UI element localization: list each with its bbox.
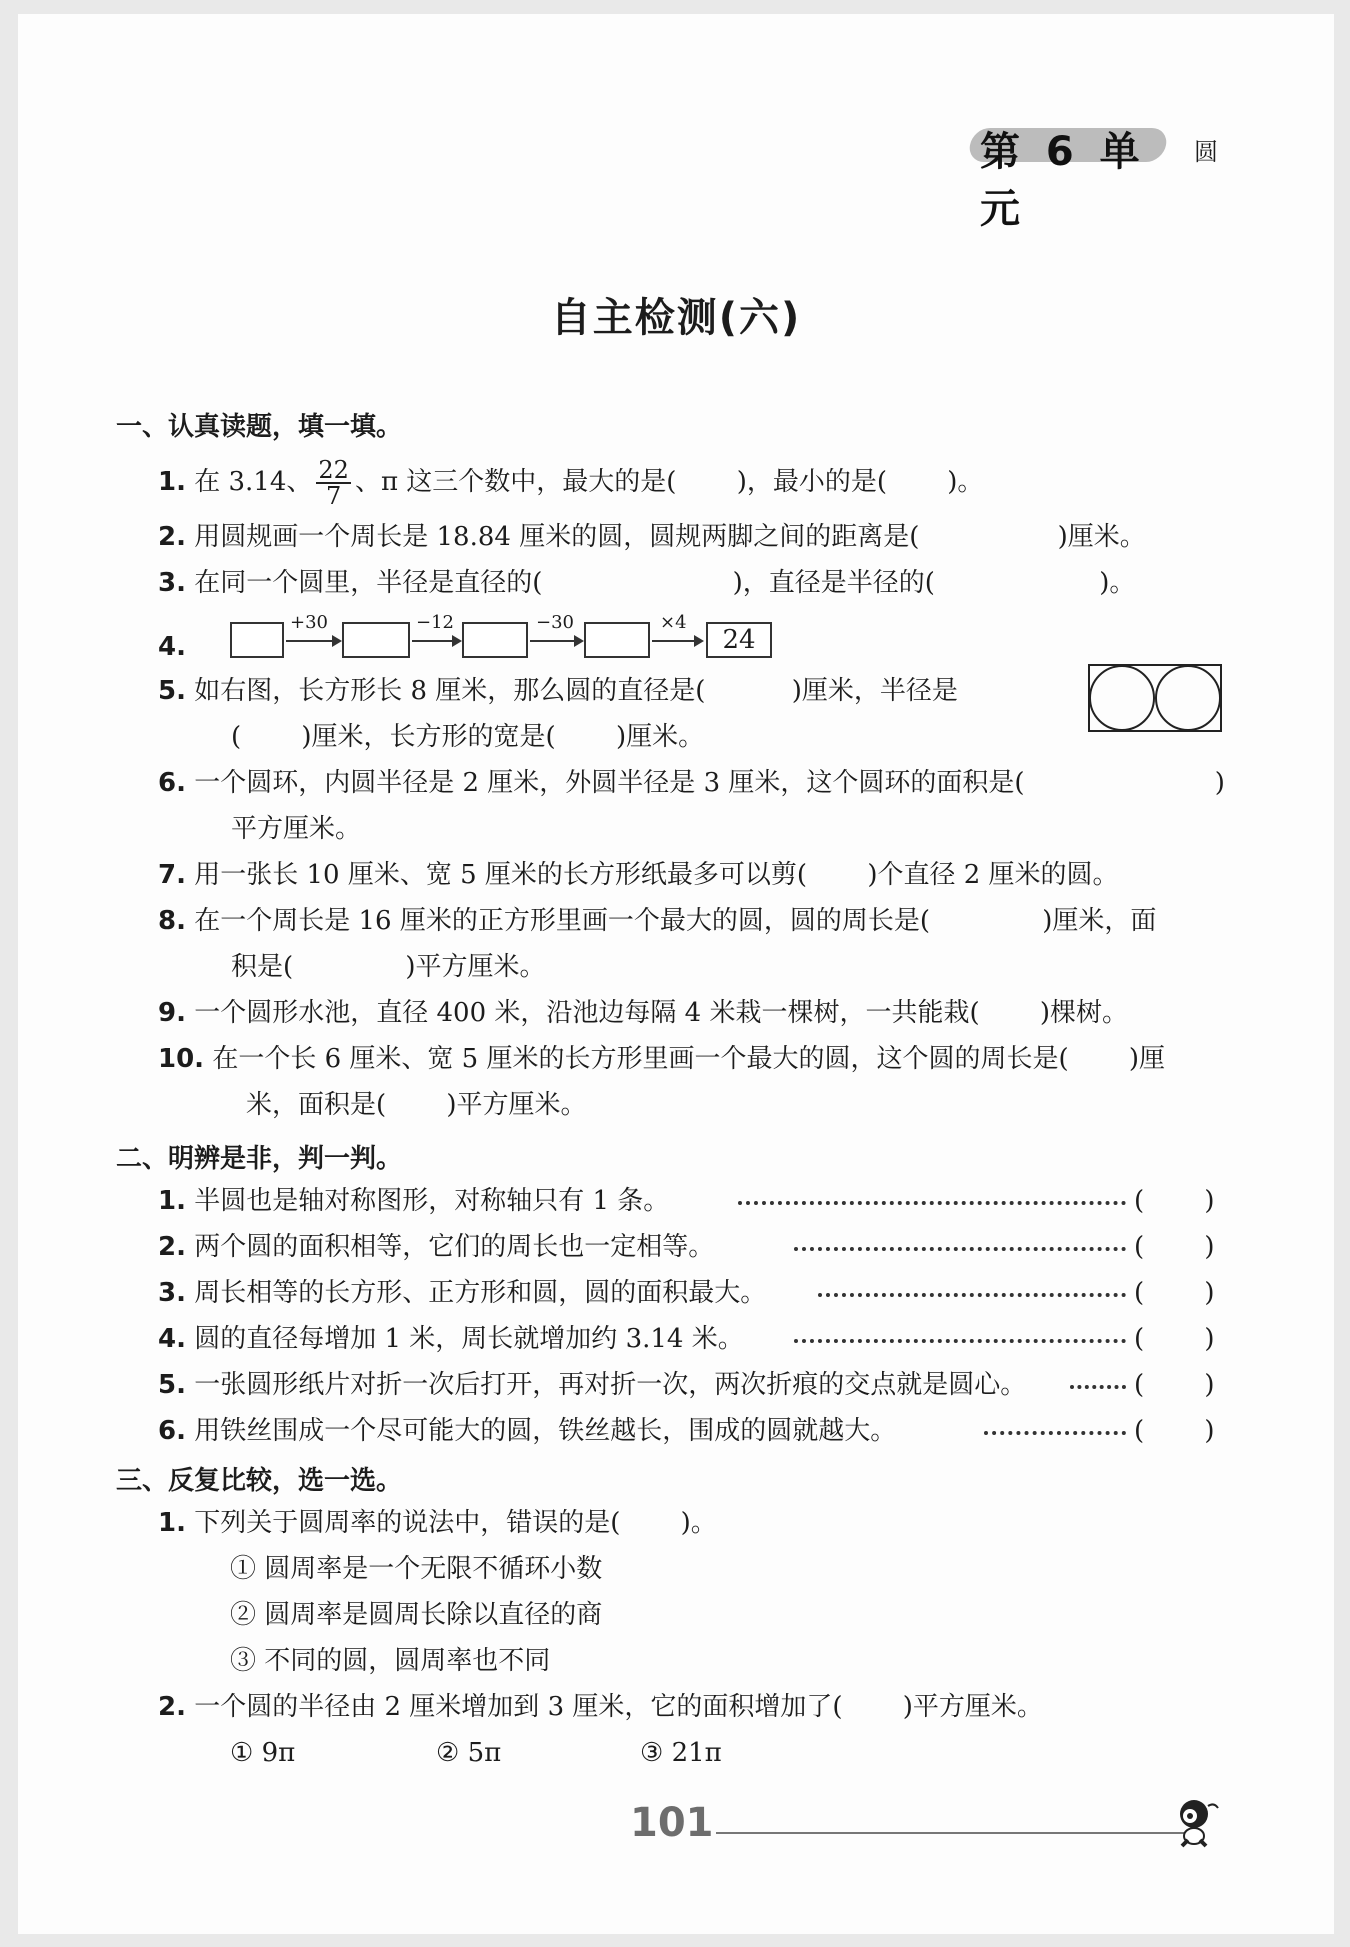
judge-bracket[interactable]: ( ) bbox=[1134, 1416, 1215, 1446]
figure-circle-left bbox=[1090, 666, 1154, 730]
s2-item-2 bbox=[158, 1230, 714, 1264]
q-text: 用铁丝围成一个尽可能大的圆，铁丝越长，围成的圆就越大。 bbox=[194, 1416, 897, 1446]
s1-q1 bbox=[158, 458, 983, 508]
q-number: 4. bbox=[158, 1324, 186, 1354]
q-number: 7. bbox=[158, 860, 186, 890]
rectangle-two-circles-figure bbox=[1088, 664, 1224, 734]
s2-item-3 bbox=[158, 1276, 766, 1310]
judge-bracket[interactable]: ( ) bbox=[1134, 1370, 1215, 1400]
op-3: −30 bbox=[536, 612, 574, 633]
op-4: ×4 bbox=[660, 612, 687, 633]
judge-bracket[interactable]: ( ) bbox=[1134, 1232, 1215, 1262]
choice-option[interactable]: ① 9π bbox=[230, 1738, 296, 1768]
choice-option[interactable]: ② 圆周率是圆周长除以直径的商 bbox=[230, 1600, 603, 1630]
dotted-leader bbox=[794, 1339, 1126, 1343]
q-number: 2. bbox=[158, 1692, 186, 1722]
q-number: 10. bbox=[158, 1044, 205, 1074]
q-text: 周长相等的长方形、正方形和圆，圆的面积最大。 bbox=[194, 1278, 767, 1308]
judge-bracket[interactable]: ( ) bbox=[1134, 1278, 1215, 1308]
section1-heading: 一、认真读题，填一填。 bbox=[116, 412, 403, 442]
q-number: 5. bbox=[158, 1370, 186, 1400]
q-number: 6. bbox=[158, 768, 186, 798]
arrow-3 bbox=[530, 640, 582, 642]
dotted-leader bbox=[818, 1293, 1126, 1297]
q-text: 一个圆形水池，直径 400 米，沿池边每隔 4 米栽一棵树，一共能栽( )棵树。 bbox=[194, 998, 1129, 1028]
q1-text-post: 、π 这三个数中，最大的是( )，最小的是( )。 bbox=[354, 467, 984, 497]
choice-option[interactable]: ① 圆周率是一个无限不循环小数 bbox=[230, 1554, 603, 1584]
s3-q1 bbox=[158, 1506, 717, 1540]
result-box: 24 bbox=[706, 622, 772, 658]
answer-box-4[interactable] bbox=[584, 622, 650, 658]
q-number: 2. bbox=[158, 522, 186, 552]
unit-topic: 圆 bbox=[1194, 138, 1218, 166]
figure-circle-right bbox=[1156, 666, 1220, 730]
cartoon-mascot-icon bbox=[1164, 1792, 1224, 1852]
section2-heading: 二、明辨是非，判一判。 bbox=[116, 1144, 403, 1174]
s2-item-5 bbox=[158, 1368, 1026, 1402]
s1-q8-line1 bbox=[158, 904, 1156, 938]
section3-heading: 三、反复比较，选一选。 bbox=[116, 1466, 403, 1496]
choice-option[interactable]: ② 5π bbox=[436, 1738, 502, 1768]
q-number: 4. bbox=[158, 632, 186, 662]
arrow-4 bbox=[652, 640, 702, 642]
s2-item-4 bbox=[158, 1322, 744, 1356]
q-text: 用圆规画一个周长是 18.84 厘米的圆，圆规两脚之间的距离是( )厘米。 bbox=[194, 522, 1146, 552]
q-text: 两个圆的面积相等，它们的周长也一定相等。 bbox=[194, 1232, 715, 1262]
worksheet-page bbox=[18, 14, 1334, 1934]
unit-badge bbox=[970, 120, 1166, 232]
s3-q2 bbox=[158, 1690, 1043, 1724]
choice-option[interactable]: ③ 不同的圆，圆周率也不同 bbox=[230, 1646, 551, 1676]
arrow-1 bbox=[286, 640, 340, 642]
s1-q9 bbox=[158, 996, 1128, 1030]
s1-q5-line2: ( )厘米，长方形的宽是( )厘米。 bbox=[231, 722, 705, 752]
q-text: 一个圆的半径由 2 厘米增加到 3 厘米，它的面积增加了( )平方厘米。 bbox=[194, 1692, 1043, 1722]
s1-q7 bbox=[158, 858, 1119, 892]
page-title: 自主检测(六) bbox=[550, 295, 802, 341]
s1-q6-line1 bbox=[158, 766, 1225, 800]
s2-item-6 bbox=[158, 1414, 896, 1448]
s1-q10-line1 bbox=[158, 1042, 1165, 1076]
q-text: 圆的直径每增加 1 米，周长就增加约 3.14 米。 bbox=[194, 1324, 744, 1354]
answer-box-2[interactable] bbox=[342, 622, 410, 658]
s2-item-1 bbox=[158, 1184, 669, 1218]
s1-q8-line2: 积是( )平方厘米。 bbox=[231, 952, 546, 982]
q-number: 1. bbox=[158, 1186, 186, 1216]
s1-q2 bbox=[158, 520, 1146, 554]
footer-rule bbox=[716, 1832, 1186, 1834]
q-number: 1. bbox=[158, 467, 186, 497]
answer-box-3[interactable] bbox=[462, 622, 528, 658]
s1-q3 bbox=[158, 566, 1135, 600]
dotted-leader bbox=[794, 1247, 1126, 1251]
op-2: −12 bbox=[416, 612, 454, 633]
q-number: 3. bbox=[158, 1278, 186, 1308]
q-number: 2. bbox=[158, 1232, 186, 1262]
q-number: 5. bbox=[158, 676, 186, 706]
judge-bracket[interactable]: ( ) bbox=[1134, 1324, 1215, 1354]
q-number: 1. bbox=[158, 1508, 186, 1538]
q-text: 在一个长 6 厘米、宽 5 厘米的长方形里画一个最大的圆，这个圆的周长是( )厘 bbox=[212, 1044, 1166, 1074]
q-text: 在一个周长是 16 厘米的正方形里画一个最大的圆，圆的周长是( )厘米，面 bbox=[194, 906, 1157, 936]
answer-box-1[interactable] bbox=[230, 622, 284, 658]
unit-label: 第 6 单元 bbox=[980, 129, 1146, 232]
s1-q4 bbox=[158, 630, 186, 664]
s1-q6-line2: 平方厘米。 bbox=[231, 814, 362, 844]
s1-q5-line1 bbox=[158, 674, 958, 708]
op-1: +30 bbox=[290, 612, 328, 633]
q-number: 3. bbox=[158, 568, 186, 598]
dotted-leader bbox=[984, 1431, 1126, 1435]
q-number: 8. bbox=[158, 906, 186, 936]
q-number: 6. bbox=[158, 1416, 186, 1446]
dotted-leader bbox=[1070, 1385, 1126, 1389]
q-number: 9. bbox=[158, 998, 186, 1028]
q-text: 如右图，长方形长 8 厘米，那么圆的直径是( )厘米，半径是 bbox=[194, 676, 958, 706]
q-text: 一个圆环，内圆半径是 2 厘米，外圆半径是 3 厘米，这个圆环的面积是( ) bbox=[194, 768, 1225, 798]
fraction-numerator: 22 bbox=[318, 456, 349, 484]
fraction-22-7 bbox=[316, 458, 351, 508]
q-text: 一张圆形纸片对折一次后打开，再对折一次，两次折痕的交点就是圆心。 bbox=[194, 1370, 1027, 1400]
dotted-leader bbox=[738, 1201, 1126, 1205]
s1-q10-line2: 米，面积是( )平方厘米。 bbox=[246, 1090, 587, 1120]
q1-text-pre: 在 3.14、 bbox=[194, 467, 313, 497]
q-text: 下列关于圆周率的说法中，错误的是( )。 bbox=[194, 1508, 717, 1538]
choice-option[interactable]: ③ 21π bbox=[640, 1738, 722, 1768]
arrow-2 bbox=[412, 640, 460, 642]
page-number: 101 bbox=[630, 1800, 714, 1846]
q-text: 用一张长 10 厘米、宽 5 厘米的长方形纸最多可以剪( )个直径 2 厘米的圆。 bbox=[194, 860, 1119, 890]
fraction-denominator: 7 bbox=[326, 482, 342, 510]
q-text: 在同一个圆里，半径是直径的( )，直径是半径的( )。 bbox=[194, 568, 1136, 598]
q-text: 半圆也是轴对称图形，对称轴只有 1 条。 bbox=[194, 1186, 670, 1216]
judge-bracket[interactable]: ( ) bbox=[1134, 1186, 1215, 1216]
